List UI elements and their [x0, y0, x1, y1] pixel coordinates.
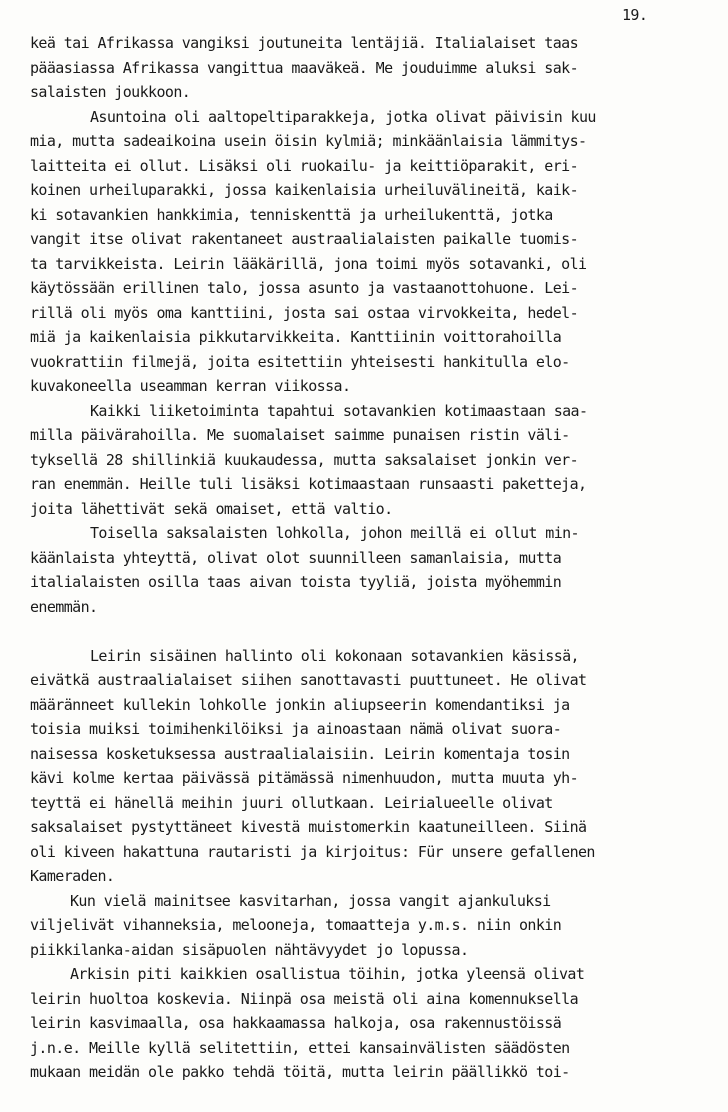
text-line: miä ja kaikenlaisia pikkutarvikkeita. Kanttiinin voittorahoilla	[30, 328, 562, 346]
text-line: ki sotavankien hankkimia, tenniskenttä ja urheilukenttä, jotka	[30, 205, 553, 224]
text-line: käytössään erillinen talo, jossa asunto ja vastaanottohuone. Lei-	[30, 279, 579, 297]
text-line: leirin kasvimaalla, osa hakkaamassa halkoja, osa rakennustöissä	[30, 1014, 562, 1032]
text-line: keä tai Afrikassa vangiksi joutuneita lentäjiä. Italialaiset taas	[30, 34, 579, 52]
text-line: Kaikki liiketoiminta tapahtui sotavankien kotimaastaan saa-	[90, 401, 588, 420]
text-line: leirin huoltoa koskevia. Niinpä osa meistä oli aina komennuksella	[30, 989, 579, 1008]
text-line: ta tarvikkeista. Leirin lääkärillä, jona toimi myös sotavanki, oli	[30, 254, 587, 273]
text-line: mukaan meidän ole pakko tehdä töitä, mutta leirin päällikkö toi-	[30, 1063, 570, 1081]
text-line: milla päivärahoilla. Me suomalaiset saimme punaisen ristin väli-	[30, 426, 570, 444]
text-line: Toisella saksalaisten lohkolla, johon meillä ei ollut min-	[90, 524, 579, 542]
text-line: oli kiveen hakattuna rautaristi ja kirjoitus: Für unsere gefallenen	[30, 842, 595, 861]
text-line: Leirin sisäinen hallinto oli kokonaan sotavankien käsissä,	[90, 646, 579, 665]
text-line: Arkisin piti kaikkien osallistua töihin, jotka yleensä olivat	[70, 965, 585, 983]
text-line: vangit itse olivat rakentaneet austraalialaisten paikalle tuomis-	[30, 230, 579, 248]
text-line: ran enemmän. Heille tuli lisäksi kotimaastaan runsaasti paketteja,	[30, 475, 587, 493]
text-line: teyttä ei hänellä meihin juuri ollutkaan. Leirialueelle olivat	[30, 793, 553, 812]
text-line: piikkilanka-aidan sisäpuolen nähtävyydet jo lopussa.	[30, 940, 469, 959]
text-line: viljelivät vihanneksia, melooneja, tomaatteja y.m.s. niin onkin	[30, 916, 562, 934]
text-line: tyksellä 28 shillinkiä kuukaudessa, mutta saksalaiset jonkin ver-	[30, 450, 579, 469]
text-line: vuokrattiin filmejä, joita esitettiin yhteisesti hankitulla elo-	[30, 352, 570, 371]
text-line: enemmän.	[30, 597, 98, 616]
text-line: koinen urheiluparakki, jossa kaikenlaisia urheiluvälineitä, kaik-	[30, 181, 579, 199]
text-line: käänlaista yhteyttä, olivat olot suunnilleen samanlaisia, mutta	[30, 548, 562, 567]
text-line: salaisten joukkoon.	[30, 83, 191, 101]
page-number: 19.	[622, 6, 648, 24]
text-line: mia, mutta sadeaikoina usein öisin kylmiä; minkäänlaisia lämmitys-	[30, 132, 587, 150]
text-line: Kun vielä mainitsee kasvitarhan, jossa vangit ajankuluksi	[70, 891, 551, 910]
text-line: joita lähettivät sekä omaiset, että valtio.	[30, 499, 393, 518]
text-line: eivätkä austraalialaiset siihen sanottavasti puuttuneet. He olivat	[30, 671, 587, 689]
text-line: Kameraden.	[30, 867, 115, 885]
text-line: j.n.e. Meille kyllä selitettiin, ettei kansainvälisten säädösten	[30, 1038, 570, 1057]
text-line: pääasiassa Afrikassa vangittua maaväkeä. Me jouduimme aluksi sak-	[30, 58, 579, 77]
text-line: kävi kolme kertaa päivässä pitämässä nimenhuudon, mutta muuta yh-	[30, 769, 579, 787]
text-line: kuvakoneella useamman kerran viikossa.	[30, 377, 351, 395]
text-line: määränneet kullekin lohkolle jonkin aliupseerin komendantiksi ja	[30, 695, 570, 714]
text-line: laitteita ei ollut. Lisäksi oli ruokailu- ja keittiöparakit, eri-	[30, 156, 579, 175]
text-line: italialaisten osilla taas aivan toista tyyliä, joista myöhemmin	[30, 573, 562, 591]
text-line: naisessa kosketuksessa austraalialaisiin. Leirin komentaja tosin	[30, 744, 570, 763]
text-line: saksalaiset pystyttäneet kivestä muistomerkin kaatuneilleen. Siinä	[30, 818, 587, 836]
text-line: rillä oli myös oma kanttiini, josta sai ostaa virvokkeita, hedel-	[30, 303, 579, 322]
text-line: Asuntoina oli aaltopeltiparakkeja, jotka olivat päivisin kuu	[90, 107, 596, 126]
text-line: toisia muiksi toimihenkilöiksi ja ainoastaan nämä olivat suora-	[30, 720, 562, 738]
